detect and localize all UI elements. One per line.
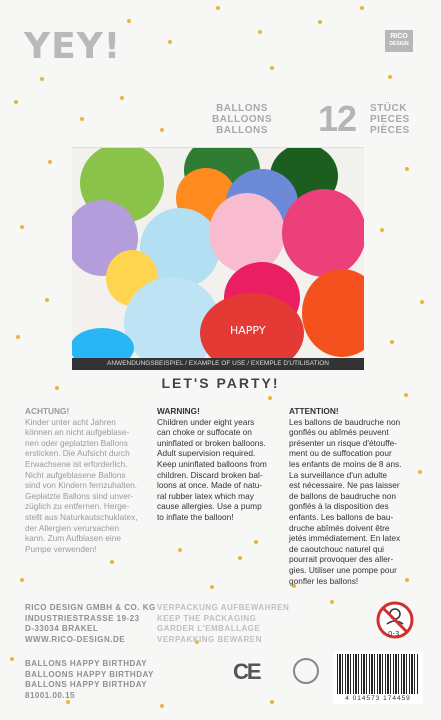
warning-line: Keep uninflated balloons from (157, 458, 267, 469)
warning-line: Geplatzte Ballons sind unver- (25, 490, 134, 501)
warning-line: gonflés à la disposition des (289, 501, 389, 512)
warning-line: Pumpe verwenden! (25, 543, 97, 554)
keep-line: KEEP THE PACKAGING (157, 613, 257, 623)
product-line: BALLONS HAPPY BIRTHDAY (25, 680, 148, 689)
keep-line: VERPAKKING BEWAREN (157, 634, 262, 644)
headline: LET'S PARTY! (161, 375, 280, 391)
warning-line: gonfler les ballons! (289, 575, 359, 586)
warning-line: enfants. Les ballons de bau- (289, 511, 394, 522)
website: WWW.RICO-DESIGN.DE (25, 634, 126, 644)
product-line: BALLOONS HAPPY BIRTHDAY (25, 669, 154, 679)
balloon-print: HAPPY (230, 324, 266, 337)
warning-title-de: ACHTUNG! (25, 406, 70, 416)
recycle-icon (293, 658, 319, 684)
product-info (25, 659, 154, 701)
keep-line: GARDER L'EMBALLAGE (157, 624, 261, 633)
warning-line: est nécessaire. Ne pas laisser (289, 480, 400, 491)
warning-line: jetés immédiatement. En latex (289, 533, 401, 544)
warning-line: der Allergien verursachen (25, 522, 120, 533)
warning-line: Kinder unter acht Jahren (25, 416, 116, 427)
warning-title-en: WARNING! (157, 406, 200, 416)
balloon-photo (72, 147, 364, 359)
warning-line: stellt aus Naturkautschuklatex, (25, 511, 138, 522)
balloons-illustration (72, 148, 364, 359)
warning-line: uninflated or broken balloons. (157, 437, 266, 448)
warning-line: Children under eight years (157, 416, 255, 427)
warning-title-fr: ATTENTION! (289, 406, 339, 416)
logo-line-1: RICO (390, 33, 408, 40)
article-number: 81001.00.15 (25, 690, 75, 700)
warning-de (25, 406, 151, 554)
warning-line: sind von Kindern fernzuhalten. (25, 480, 138, 491)
warning-line: gies. Utiliser une pompe pour (289, 564, 397, 575)
unit-de: STÜCK (370, 103, 407, 114)
warning-line: ersticken. Die Aufsicht durch (25, 448, 130, 459)
age-warning-icon (375, 600, 415, 640)
unit-fr: PIÈCES (370, 125, 410, 136)
warning-line: kann. Zum Aufblasen eine (25, 533, 121, 544)
warning-line: les enfants de moins de 8 ans. (289, 458, 402, 469)
product-line: BALLONS HAPPY BIRTHDAY (25, 659, 148, 668)
product-name-block (190, 103, 294, 136)
brand-logo: YEY! (24, 26, 122, 67)
rico-design-logo (385, 30, 413, 52)
warning-line: de caoutchouc naturel qui (289, 543, 385, 554)
count-units (370, 103, 410, 136)
address-line: INDUSTRIESTRASSE 19-23 (25, 613, 140, 623)
keep-packaging-notice (157, 603, 289, 645)
warning-line: druche abîmés doivent être (289, 522, 390, 533)
warning-line: pourrait provoquer des aller- (289, 554, 394, 565)
warning-line: cause allergies. Use a pump (157, 501, 262, 512)
warning-line: Nicht aufgeblasene Ballons (25, 469, 126, 480)
product-name-en: BALLOONS (211, 114, 273, 125)
warning-line: Erwachsene ist erforderlich. (25, 458, 128, 469)
unit-en: PIECES (370, 114, 410, 125)
warning-line: La surveillance d'un adulte (289, 469, 387, 480)
age-label: 0-3 (388, 630, 400, 638)
product-name-fr: BALLONS (216, 125, 268, 136)
barcode-number: 4 014573 174459 (345, 695, 411, 702)
product-name-de: BALLONS (216, 103, 268, 114)
logo-line-2: DESIGN (389, 41, 409, 47)
keep-line: VERPACKUNG AUFBEWAHREN (157, 603, 290, 612)
warning-line: présenter un risque d'étouffe- (289, 437, 397, 448)
warning-line: gonflés ou abîmés peuvent (289, 427, 389, 438)
warning-line: loons at once. Made of natu- (157, 480, 263, 491)
warning-en (157, 406, 283, 523)
warning-line: children. Discard broken bal- (157, 469, 263, 480)
photo-caption: ANWENDUNGSBEISPIEL / EXAMPLE OF USE / EXEMPLE D'UTILISATION (72, 358, 364, 370)
warning-line: ral rubber latex which may (157, 490, 254, 501)
warning-line: züglich zu entfernen. Herge- (25, 501, 130, 512)
piece-count: 12 (318, 98, 357, 139)
warning-line: Adult supervision required. (157, 448, 256, 459)
warning-fr (289, 406, 415, 586)
warning-line: Les ballons de baudruche non (289, 416, 401, 427)
warning-line: ment ou de suffocation pour (289, 448, 392, 459)
barcode (333, 652, 423, 704)
warning-line: de ballons de baudruche non (289, 490, 397, 501)
warning-line: können an nicht aufgeblase- (25, 427, 130, 438)
warning-line: to inflate the balloon! (157, 511, 234, 522)
warning-line: can choke or suffocate on (157, 427, 252, 438)
address-line: D-33034 BRAKEL (25, 624, 99, 633)
ce-mark: CE (233, 659, 260, 684)
manufacturer-address (25, 603, 156, 645)
warning-line: nen oder geplatzten Ballons (25, 437, 128, 448)
barcode-bars (337, 654, 419, 694)
address-line: RICO DESIGN GMBH & CO. KG (25, 603, 156, 612)
